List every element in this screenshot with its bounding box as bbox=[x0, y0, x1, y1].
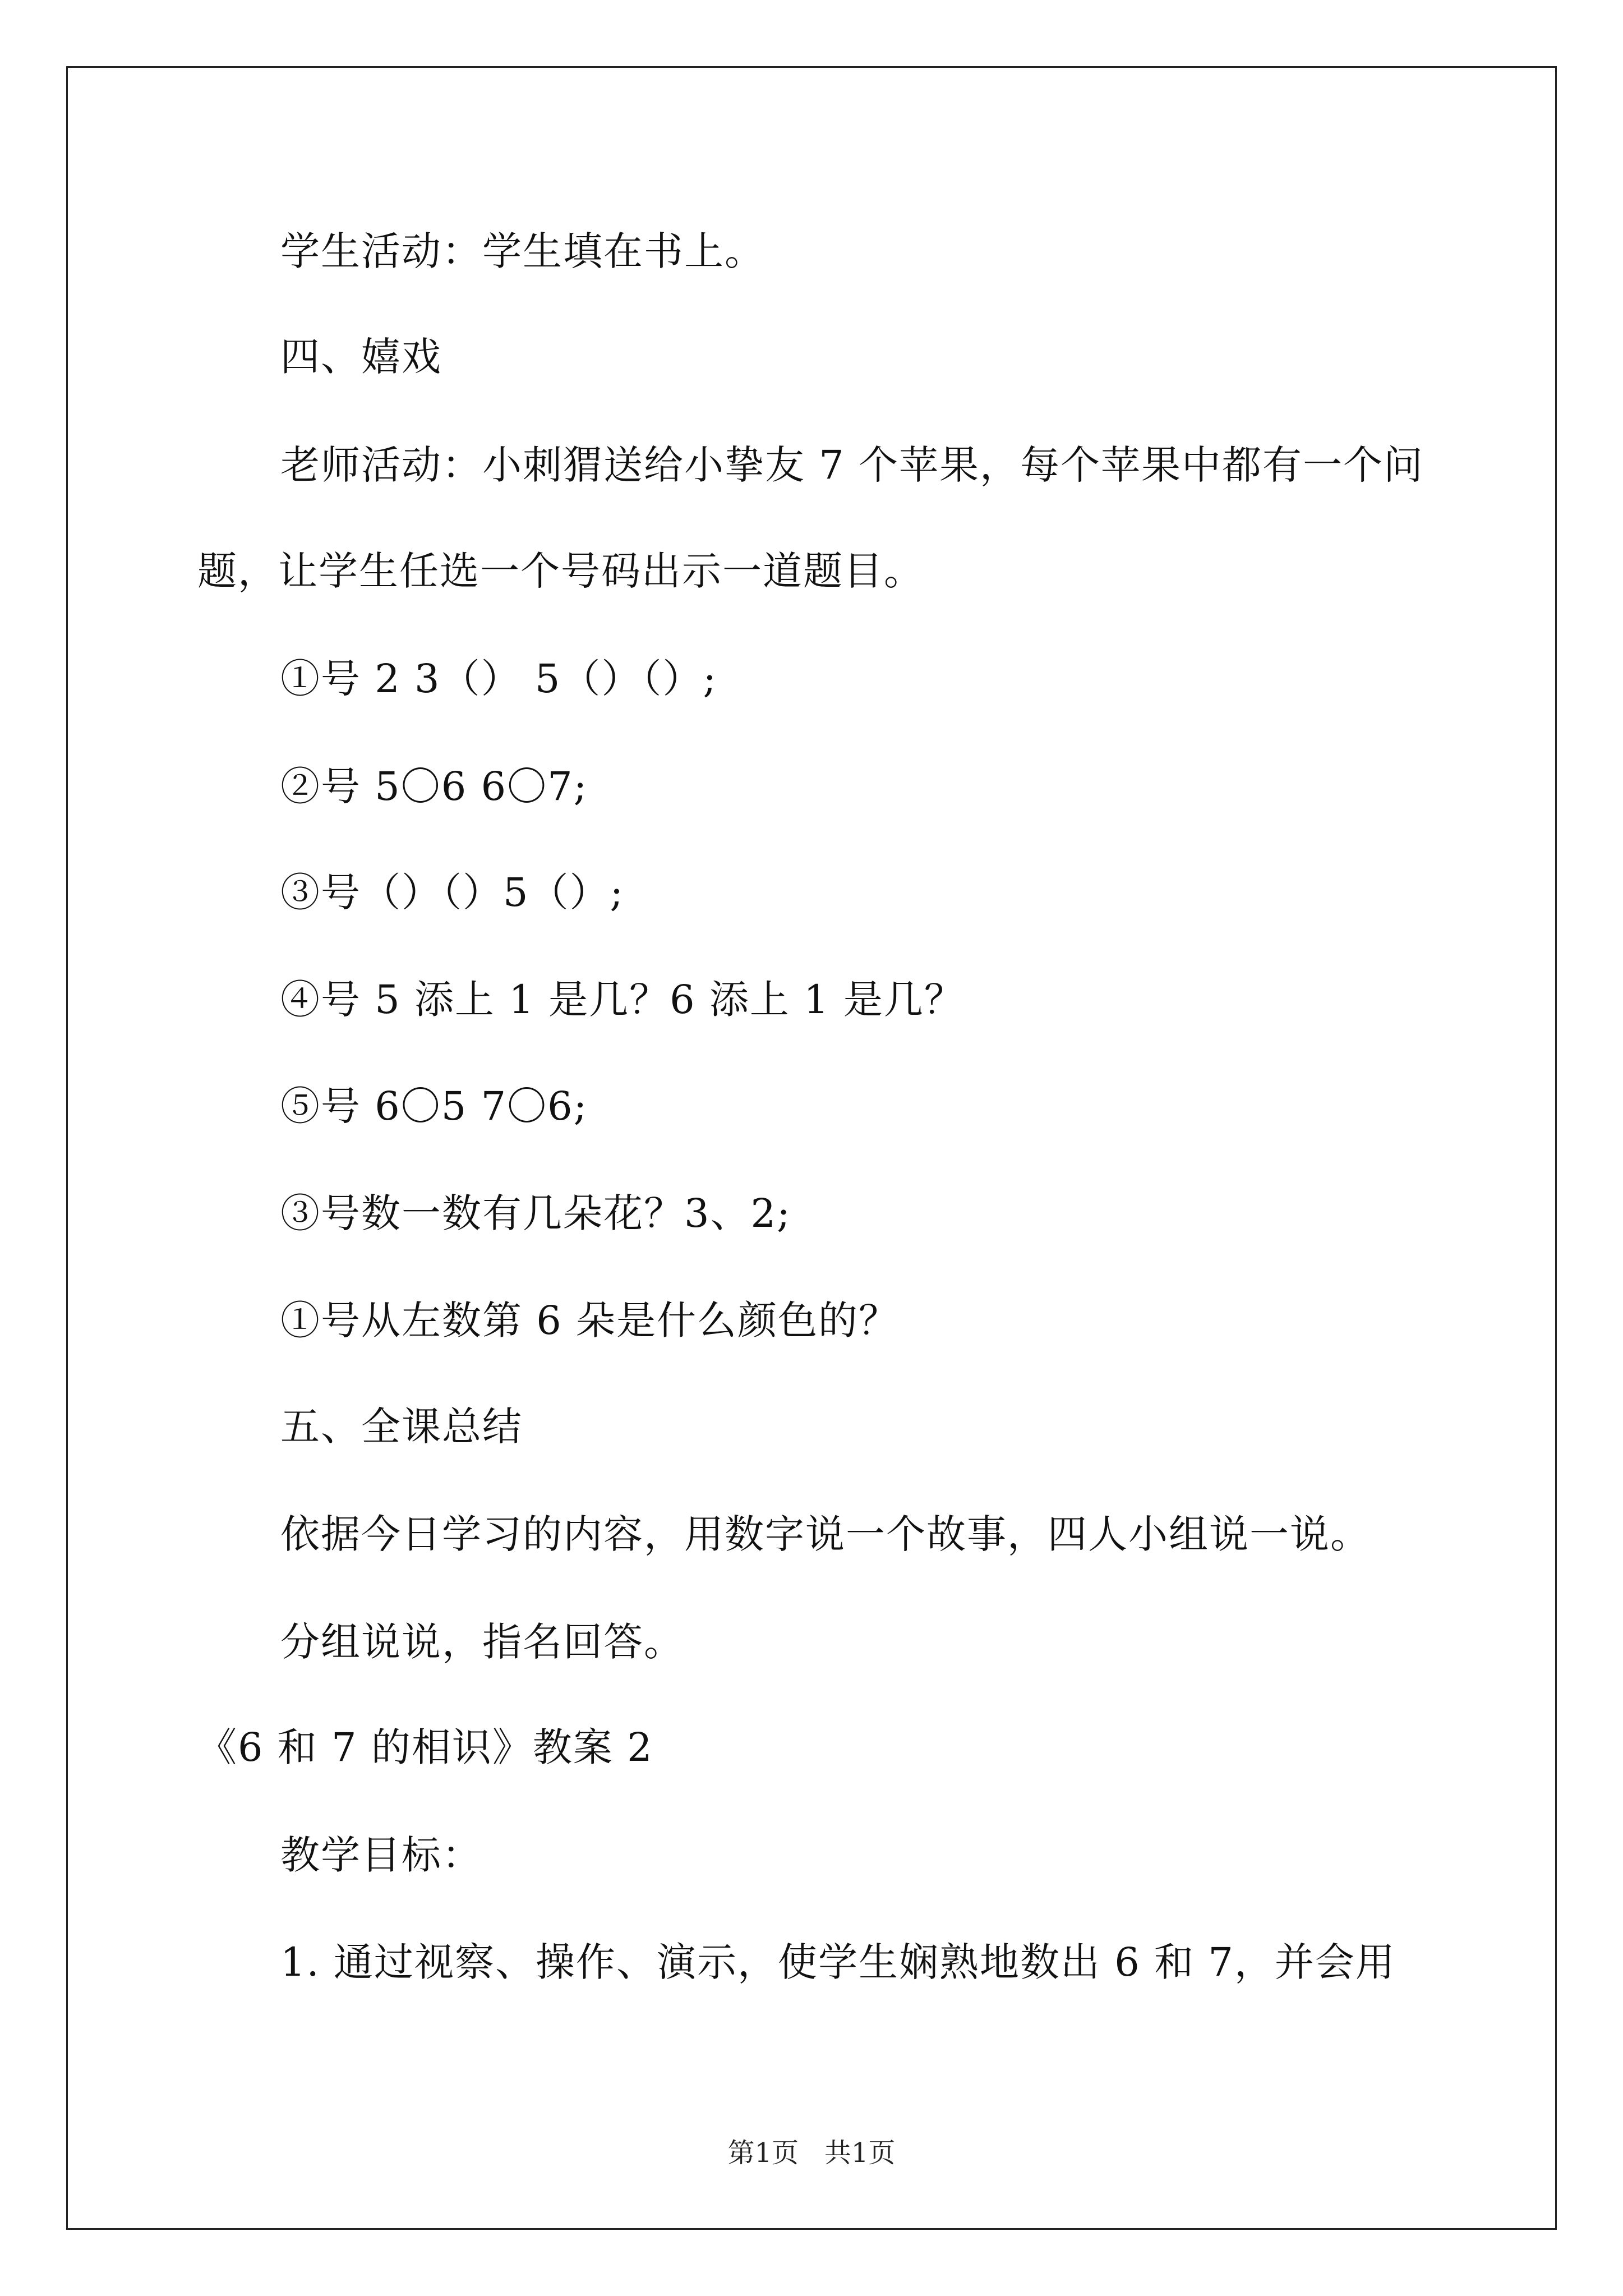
text-line-4: 题，让学生任选一个号码出示一道题目。 bbox=[197, 548, 924, 594]
text-line-14: 分组说说，指名回答。 bbox=[280, 1619, 684, 1665]
question-3: ③号（）（）5（）; bbox=[280, 869, 625, 915]
question-5: ⑤号 6〇5 7〇6; bbox=[280, 1083, 588, 1129]
question-2: ②号 5〇6 6〇7; bbox=[280, 763, 588, 809]
page-footer: 第1页 共1页 bbox=[727, 2137, 896, 2169]
goal-item-1: 1. 通过视察、操作、演示，使学生娴熟地数出 6 和 7，并会用 bbox=[280, 1939, 1396, 1985]
question-6: ③号数一数有几朵花？3、2; bbox=[280, 1190, 791, 1236]
lesson-plan-title: 《6 和 7 的相识》教案 2 bbox=[197, 1724, 653, 1770]
question-1: ①号 2 3（） 5（）（）; bbox=[280, 656, 717, 702]
text-line-1: 学生活动：学生填在书上。 bbox=[280, 228, 765, 274]
text-line-13: 依据今日学习的内容，用数字说一个故事，四人小组说一说。 bbox=[280, 1511, 1371, 1557]
section-heading-summary: 五、全课总结 bbox=[280, 1404, 523, 1450]
section-heading-game: 四、嬉戏 bbox=[280, 334, 442, 380]
page-border bbox=[66, 66, 1557, 2230]
teaching-goals-heading: 教学目标： bbox=[280, 1832, 482, 1878]
text-line-3: 老师活动：小刺猬送给小挚友 7 个苹果，每个苹果中都有一个问 bbox=[280, 442, 1424, 488]
question-4: ④号 5 添上 1 是几？6 添上 1 是几？ bbox=[280, 977, 965, 1023]
question-7: ①号从左数第 6 朵是什么颜色的？ bbox=[280, 1297, 900, 1343]
